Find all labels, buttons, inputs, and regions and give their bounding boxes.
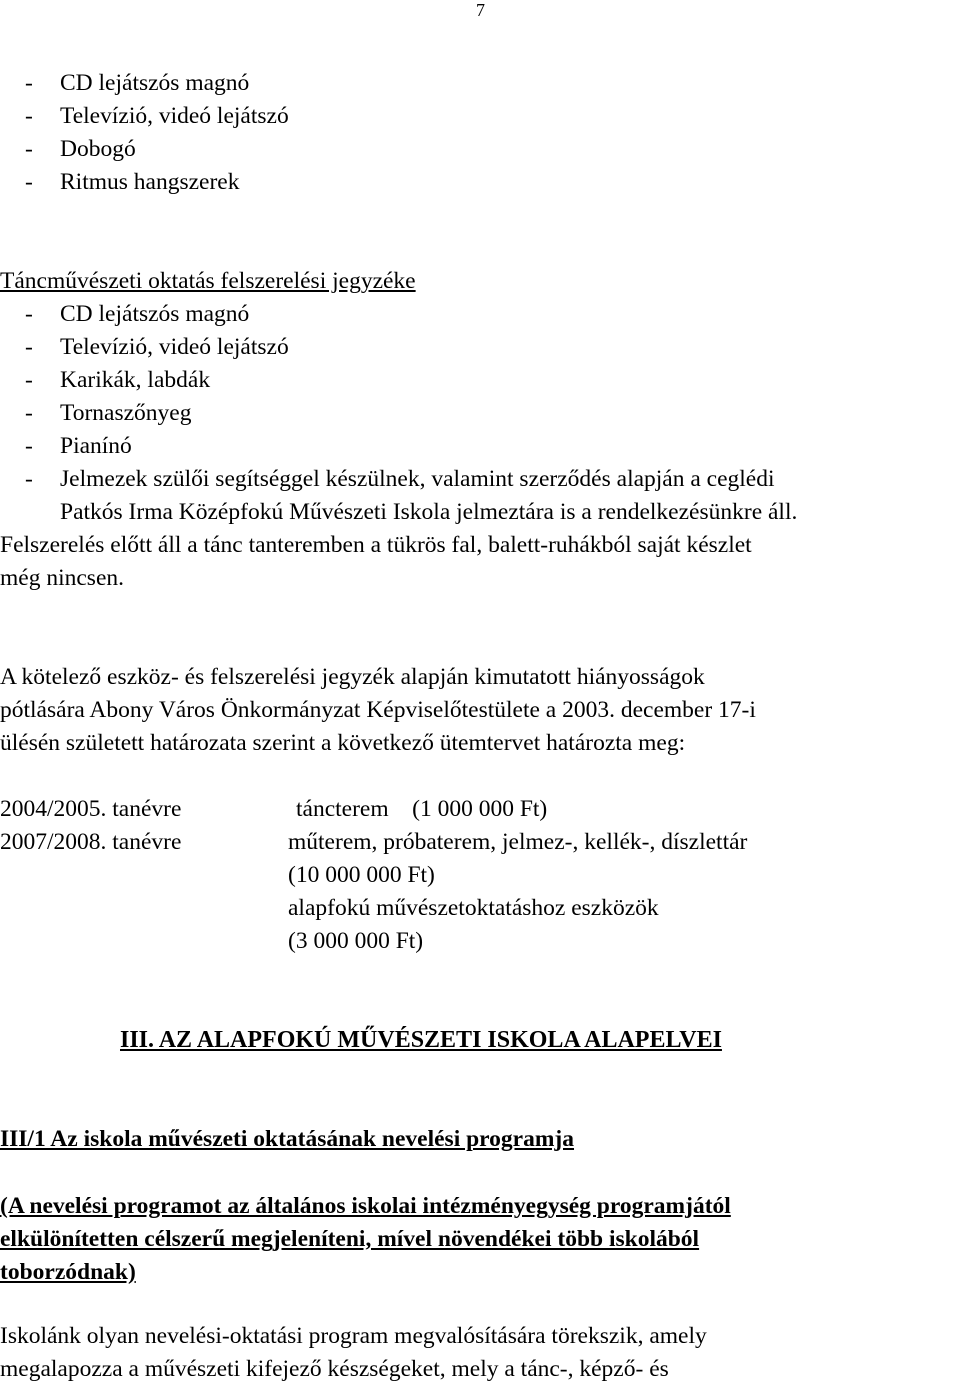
schedule-year: 2007/2008. tanévre <box>0 829 182 855</box>
subsection-note-line: (A nevelési programot az általános iskolai intézményegység programjától <box>0 1193 731 1219</box>
subsection-note-line: elkülönítetten célszerű megjeleníteni, mível növendékei több iskolából <box>0 1226 700 1252</box>
page-number: 7 <box>476 0 485 20</box>
closing-paragraph-line: megalapozza a művészeti kifejező készségeket, mely a tánc-, képző- és <box>0 1356 669 1382</box>
decision-paragraph-line: A kötelező eszköz- és felszerelési jegyzék alapján kimutatott hiányosságok <box>0 664 705 690</box>
subsection-title: III/1 Az iskola művészeti oktatásának nevelési programja <box>0 1126 575 1152</box>
schedule-item: (3 000 000 Ft) <box>288 928 424 954</box>
closing-paragraph-line: Iskolánk olyan nevelési-oktatási program megvalósítására törekszik, amely <box>0 1323 707 1349</box>
schedule-item: műterem, próbaterem, jelmez-, kellék-, díszlettár <box>288 829 748 855</box>
subsection-note-line: toborzódnak) <box>0 1259 136 1285</box>
schedule-item: alapfokú művészetoktatáshoz eszközök <box>288 895 659 921</box>
section-title: III. AZ ALAPFOKÚ MŰVÉSZETI ISKOLA ALAPELVEI <box>120 1027 722 1053</box>
schedule-item: táncterem (1 000 000 Ft) <box>296 796 548 822</box>
schedule-item: (10 000 000 Ft) <box>288 862 435 888</box>
equipment-note-line: még nincsen. <box>0 565 124 591</box>
dance-equipment-heading: Táncművészeti oktatás felszerelési jegyzéke <box>0 268 416 294</box>
schedule-year: 2004/2005. tanévre <box>0 796 182 822</box>
decision-paragraph-line: pótlására Abony Város Önkormányzat Képviselőtestülete a 2003. december 17-i <box>0 697 756 723</box>
decision-paragraph-line: ülésén született határozata szerint a következő ütemtervet határozta meg: <box>0 730 686 756</box>
equipment-note-line: Felszerelés előtt áll a tánc tanteremben a tükrös fal, balett-ruhákból saját készlet <box>0 532 752 558</box>
